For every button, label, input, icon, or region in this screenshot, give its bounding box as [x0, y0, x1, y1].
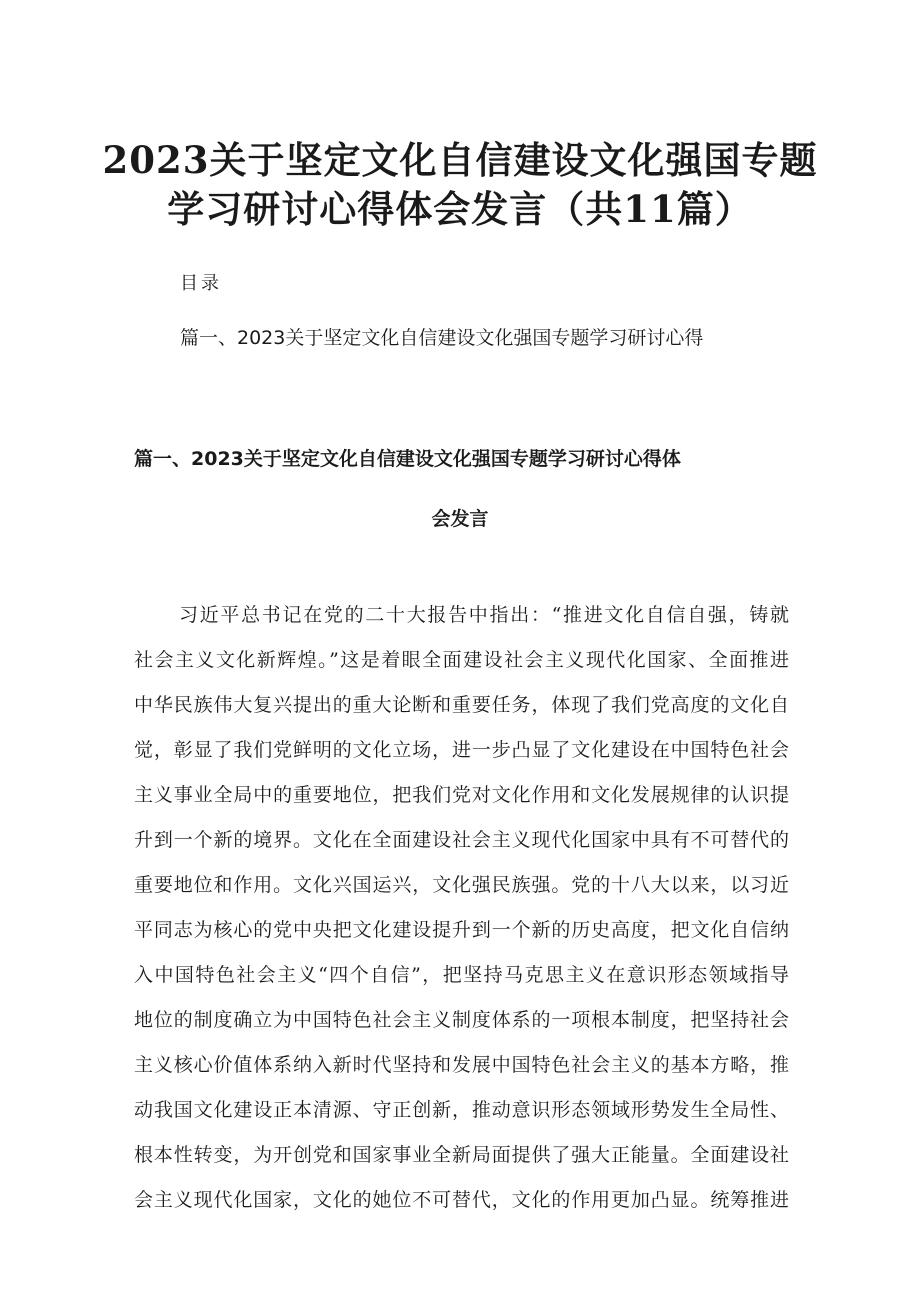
document-title-line-1: 2023关于坚定文化自信建设文化强国专题	[102, 138, 818, 182]
body-line: 根本性转变，为开创党和国家事业全新局面提供了强大正能量。全面建设社	[134, 1144, 789, 1166]
body-line: 平同志为核心的党中央把文化建设提升到一个新的历史高度，把文化自信纳	[134, 919, 789, 941]
toc-label: 目录	[180, 273, 222, 294]
body-line: 升到一个新的境界。文化在全面建设社会主义现代化国家中具有不可替代的	[134, 829, 789, 851]
body-line: 地位的制度确立为中国特色社会主义制度体系的一项根本制度，把坚持社会	[134, 1009, 789, 1031]
body-line: 会主义现代化国家，文化的她位不可替代，文化的作用更加凸显。统筹推进	[134, 1189, 789, 1211]
body-line: 入中国特色社会主义“四个自信”，把坚持马克思主义在意识形态领域指导	[134, 964, 789, 986]
section-heading-line-1: 篇一、2023关于坚定文化自信建设文化强国专题学习研讨心得体	[134, 448, 681, 470]
document-title-line-2: 学习研讨心得体会发言（共11篇）	[167, 187, 753, 231]
toc-entry[interactable]: 篇一、2023关于坚定文化自信建设文化强国专题学习研讨心得	[180, 327, 704, 349]
body-line: 动我国文化建设正本清源、守正创新，推动意识形态领域形势发生全局性、	[134, 1099, 789, 1121]
body-line: 主义核心价值体系纳入新时代坚持和发展中国特色社会主义的基本方略，推	[134, 1054, 789, 1076]
body-line: 社会主义文化新辉煌。”这是着眼全面建设社会主义现代化国家、全面推进	[134, 649, 789, 671]
body-line: 重要地位和作用。文化兴国运兴，文化强民族强。党的十八大以来，以习近	[134, 874, 789, 896]
body-line: 中华民族伟大复兴提出的重大论断和重要任务，体现了我们党高度的文化自	[134, 694, 789, 716]
body-line: 主义事业全局中的重要地位，把我们党对文化作用和文化发展规律的认识提	[134, 784, 789, 806]
body-line: 习近平总书记在党的二十大报告中指出：“推进文化自信自强，铸就	[179, 604, 789, 626]
body-line: 觉，彰显了我们党鲜明的文化立场，进一步凸显了文化建设在中国特色社会	[134, 739, 789, 761]
section-heading-line-2: 会发言	[431, 508, 489, 530]
